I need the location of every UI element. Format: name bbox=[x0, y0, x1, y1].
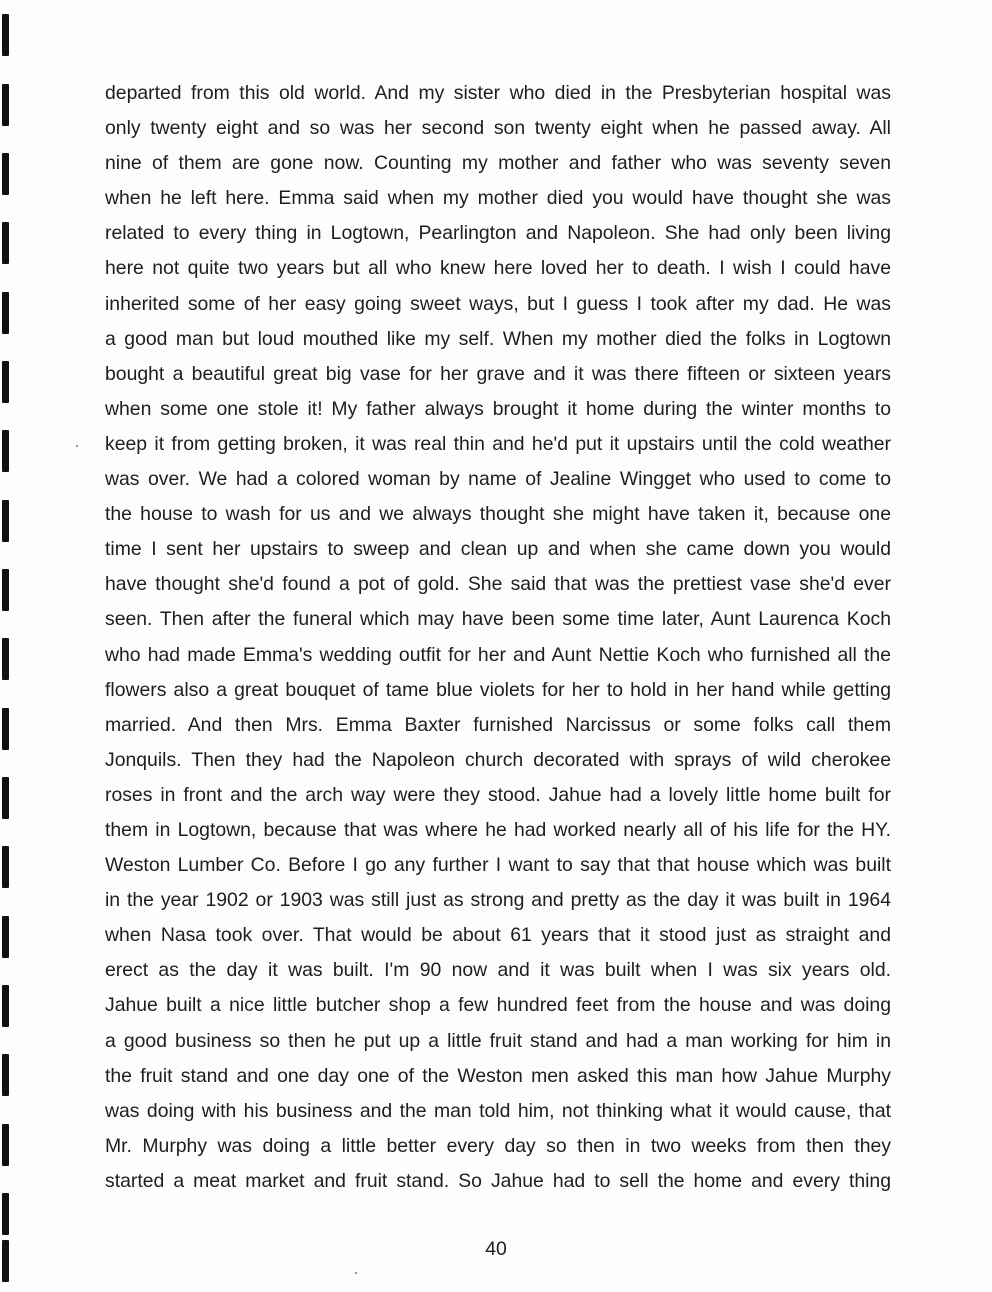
text-line: a good man but loud mouthed like my self. When my mother died the folks in Logtown bbox=[105, 327, 891, 350]
scan-speck bbox=[355, 1272, 357, 1274]
text-line: departed from this old world. And my sister who died in the Presbyterian hospital was bbox=[105, 82, 891, 104]
text-line: Jonquils. Then they had the Napoleon church decorated with sprays of wild cherokee bbox=[105, 748, 891, 771]
text-line: Jahue built a nice little butcher shop a few hundred feet from the house and was doing bbox=[105, 994, 891, 1017]
binding-hole bbox=[2, 153, 9, 195]
page-number: 40 bbox=[485, 1238, 507, 1260]
binding-hole bbox=[2, 846, 9, 888]
binding-hole bbox=[2, 500, 9, 542]
text-line: time I sent her upstairs to sweep and clean up and when she came down you would bbox=[105, 538, 891, 561]
text-line: seen. Then after the funeral which may have been some time later, Aunt Laurenca Koch bbox=[105, 608, 891, 631]
text-line: when he left here. Emma said when my mother died you would have thought she was bbox=[105, 187, 891, 210]
binding-hole bbox=[2, 292, 9, 334]
binding-hole bbox=[2, 777, 9, 819]
text-line: nine of them are gone now. Counting my mother and father who was seventy seven bbox=[105, 152, 891, 175]
text-line: in the year 1902 or 1903 was still just as strong and pretty as the day it was built in 1964 bbox=[105, 889, 891, 912]
binding-hole bbox=[2, 638, 9, 680]
text-line: when Nasa took over. That would be about 61 years that it stood just as straight and bbox=[105, 924, 891, 947]
binding-hole bbox=[2, 1124, 9, 1166]
text-line: Weston Lumber Co. Before I go any further I want to say that that house which was built bbox=[105, 854, 891, 877]
text-line: started a meat market and fruit stand. So Jahue had to sell the home and every thing bbox=[105, 1169, 891, 1192]
binding-hole bbox=[2, 430, 9, 472]
binding-hole bbox=[2, 84, 9, 126]
scan-speck bbox=[76, 445, 78, 447]
text-line: when some one stole it! My father always brought it home during the winter months to bbox=[105, 397, 891, 420]
binding-hole bbox=[2, 1193, 9, 1235]
text-line: flowers also a great bouquet of tame blue violets for her to hold in her hand while getting bbox=[105, 678, 891, 701]
text-line: a good business so then he put up a little fruit stand and had a man working for him in bbox=[105, 1029, 891, 1052]
text-line: roses in front and the arch way were they stood. Jahue had a lovely little home built for bbox=[105, 783, 891, 806]
text-line: the fruit stand and one day one of the Weston men asked this man how Jahue Murphy bbox=[105, 1064, 891, 1087]
text-line: here not quite two years but all who knew here loved her to death. I wish I could have bbox=[105, 257, 891, 280]
binding-hole bbox=[2, 708, 9, 750]
text-line: erect as the day it was built. I'm 90 now and it was built when I was six years old. bbox=[105, 959, 891, 982]
text-line: Mr. Murphy was doing a little better every day so then in two weeks from then they bbox=[105, 1134, 891, 1157]
binding-hole bbox=[2, 1054, 9, 1096]
text-line: was doing with his business and the man told him, not thinking what it would cause, that bbox=[105, 1099, 891, 1122]
body-text bbox=[105, 76, 891, 1199]
text-line: related to every thing in Logtown, Pearlington and Napoleon. She had only been living bbox=[105, 222, 891, 245]
text-line: married. And then Mrs. Emma Baxter furnished Narcissus or some folks call them bbox=[105, 713, 891, 736]
text-line: have thought she'd found a pot of gold. She said that was the prettiest vase she'd ever bbox=[105, 573, 891, 596]
text-line: keep it from getting broken, it was real thin and he'd put it upstairs until the cold weather bbox=[105, 432, 891, 455]
binding-hole bbox=[2, 14, 9, 56]
text-line: was over. We had a colored woman by name of Jealine Wingget who used to come to bbox=[105, 468, 891, 491]
text-line: them in Logtown, because that was where he had worked nearly all of his life for the HY. bbox=[105, 818, 891, 841]
binding-hole bbox=[2, 916, 9, 958]
text-line: inherited some of her easy going sweet ways, but I guess I took after my dad. He was bbox=[105, 292, 891, 315]
binding-hole bbox=[2, 985, 9, 1027]
binding-hole bbox=[2, 361, 9, 403]
text-line: who had made Emma's wedding outfit for her and Aunt Nettie Koch who furnished all the bbox=[105, 643, 891, 666]
binding-hole bbox=[2, 222, 9, 264]
text-line: the house to wash for us and we always thought she might have taken it, because one bbox=[105, 503, 891, 526]
text-line: only twenty eight and so was her second son twenty eight when he passed away. All bbox=[105, 117, 891, 140]
binding-holes bbox=[0, 0, 14, 1292]
binding-hole bbox=[2, 569, 9, 611]
text-line: bought a beautiful great big vase for her grave and it was there fifteen or sixteen years bbox=[105, 362, 891, 385]
